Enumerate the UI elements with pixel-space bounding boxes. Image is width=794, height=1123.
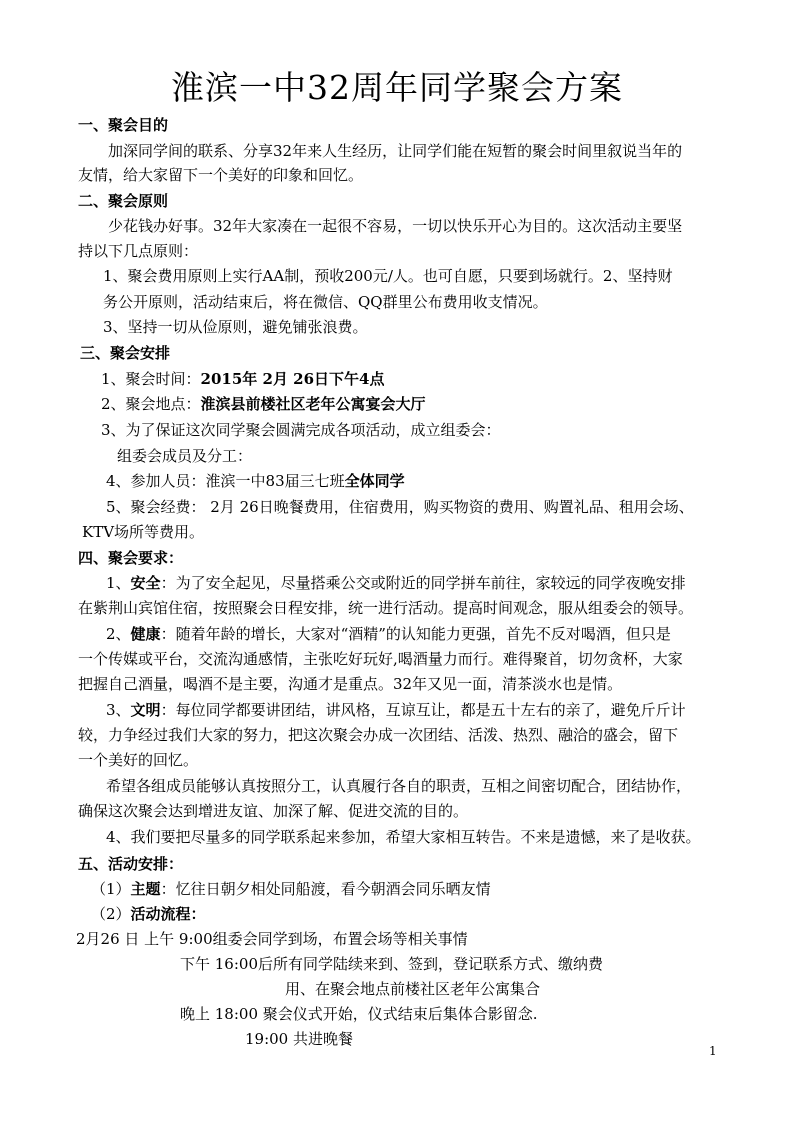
section-heading-5: 五、活动安排：: [78, 855, 184, 873]
section-heading-3: 三、聚会安排: [80, 344, 171, 362]
paragraph-line: 少花钱办好事。32年大家凑在一起很不容易，一切以快乐开心为目的。这次活动主要坚: [108, 217, 683, 235]
paragraph-line: 务公开原则，活动结束后，将在微信、QQ群里公布费用收支情况。: [103, 293, 548, 311]
schedule-line: 19:00 共进晚餐: [245, 1030, 353, 1048]
document-title: 淮滨一中32周年同学聚会方案: [171, 68, 623, 107]
section-heading-4: 四、聚会要求：: [78, 549, 184, 567]
paragraph-line: 把握自己酒量，喝酒不是主要，沟通才是重点。32年又见一面，清茶淡水也是情。: [78, 675, 623, 693]
section-heading-1: 一、聚会目的: [78, 116, 169, 134]
schedule-line: 2月26 日 上午 9:00组委会同学到场，布置会场等相关事情: [76, 930, 468, 948]
list-item: （1）主题：忆往日朝夕相处同船渡，看今朝酒会同乐晒友情: [91, 880, 491, 898]
section-heading-2: 二、聚会原则: [78, 192, 169, 210]
paragraph-line: 确保这次聚会达到增进友谊、加深了解、促进交流的目的。: [78, 802, 469, 820]
list-item: 4、参加人员：淮滨一中83届三七班全体同学: [106, 472, 405, 490]
paragraph-line: 1、聚会费用原则上实行AA制，预收200元/人。也可自愿，只要到场就行。2、坚持财: [103, 267, 673, 285]
paragraph-line: 4、我们要把尽量多的同学联系起来参加，希望大家相互转告。不来是遗憾，来了是收获。: [106, 828, 701, 846]
list-item: 5、聚会经费： 2月 26日晚餐费用，住宿费用，购买物资的费用、购置礼品、租用会场、: [106, 498, 694, 516]
schedule-line: 晚上 18:00 聚会仪式开始，仪式结束后集体合影留念.: [180, 1005, 538, 1023]
list-item: 1、聚会时间：2015年 2月 26日下午4点: [101, 370, 385, 388]
paragraph-line: 较，力争经过我们大家的努力，把这次聚会办成一次团结、活泼、热烈、融洽的盛会，留下: [78, 726, 679, 744]
paragraph-line: 3、文明：每位同学都要讲团结，讲风格，互谅互让，都是五十左右的亲了，避免斤斤计: [106, 701, 686, 719]
list-item: 2、聚会地点：淮滨县前楼社区老年公寓宴会大厅: [101, 395, 426, 413]
paragraph-line: 友情，给大家留下一个美好的印象和回忆。: [78, 166, 364, 184]
schedule-line: 用、在聚会地点前楼社区老年公寓集合: [285, 980, 541, 998]
paragraph-line: 1、安全：为了安全起见，尽量搭乘公交或附近的同学拼车前往，家较远的同学夜晚安排: [106, 574, 686, 592]
list-item: （2）活动流程：: [91, 905, 206, 923]
paragraph-line: 2、健康：随着年龄的增长，大家对“酒精”的认知能力更强，首先不反对喝酒，但只是: [106, 625, 671, 643]
paragraph-line: 在紫荆山宾馆住宿，按照聚会日程安排，统一进行活动。提高时间观念，服从组委会的领导。: [78, 599, 694, 617]
paragraph-line: 一个传媒或平台，交流沟通感情，主张吃好玩好,喝酒量力而行。难得聚首，切勿贪杯，大家: [78, 650, 683, 668]
paragraph-line: 加深同学间的联系、分享32年来人生经历，让同学们能在短暂的聚会时间里叙说当年的: [108, 142, 683, 160]
schedule-line: 下午 16:00后所有同学陆续来到、签到，登记联系方式、缴纳费: [180, 955, 603, 973]
list-item: KTV场所等费用。: [82, 523, 205, 541]
paragraph-line: 持以下几点原则：: [78, 242, 199, 260]
list-item: 3、为了保证这次同学聚会圆满完成各项活动，成立组委会：: [101, 421, 501, 439]
page-number: 1: [709, 1044, 717, 1058]
paragraph-line: 3、坚持一切从俭原则，避免铺张浪费。: [103, 318, 368, 336]
list-item: 组委会成员及分工：: [117, 447, 253, 465]
paragraph-line: 一个美好的回忆。: [78, 751, 199, 769]
paragraph-line: 希望各组成员能够认真按照分工，认真履行各自的职责，互相之间密切配合，团结协作，: [106, 777, 692, 795]
